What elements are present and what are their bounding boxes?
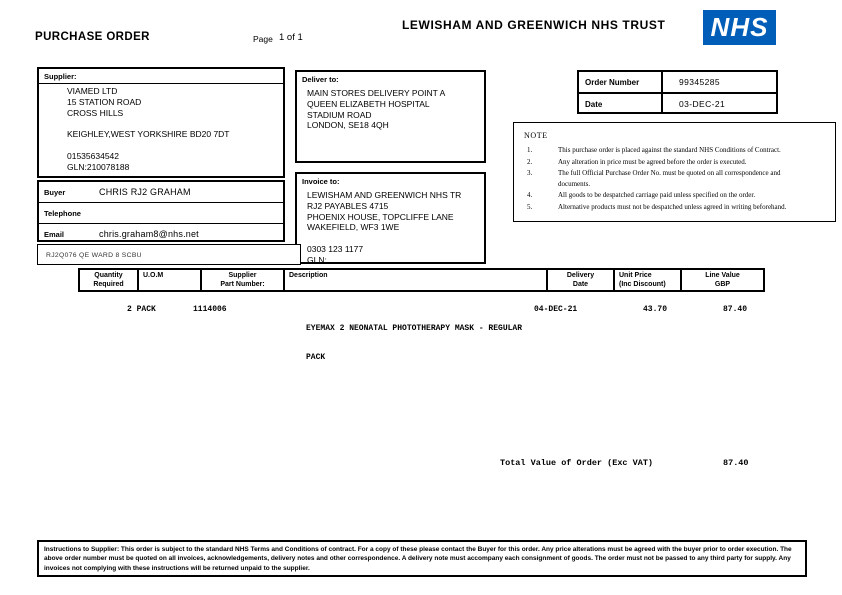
invoice-address-line: RJ2 PAYABLES 4715 (307, 200, 389, 211)
item-description-line1: EYEMAX 2 NEONATAL PHOTOTHERAPY MASK - REGULAR (306, 324, 523, 333)
buyer-label: Buyer (44, 187, 66, 197)
note-item-text: Any alteration in price must be agreed before the order is executed. (558, 157, 747, 166)
note-item-number: 4. (527, 191, 533, 200)
invoice-to-address (297, 188, 484, 266)
col-header-quantity (80, 270, 139, 290)
col-header-line: GBP (714, 281, 731, 288)
col-header-line: (Inc Discount) (619, 281, 666, 288)
email-row (39, 224, 283, 244)
email-value: chris.graham8@nhs.net (99, 229, 199, 239)
col-header-line: Part Number: (220, 281, 265, 288)
supplier-address-line: 15 STATION ROAD (67, 96, 142, 107)
invoice-address-line: PHOENIX HOUSE, TOPCLIFFE LANE (307, 211, 454, 222)
col-header-unit-price (615, 270, 682, 290)
order-info-table (577, 70, 778, 114)
nhs-logo (703, 10, 776, 45)
supplier-box (37, 67, 285, 178)
col-header-uom (139, 270, 202, 290)
invoice-address-line: WAKEFIELD, WF3 1WE (307, 222, 400, 233)
col-header-line: U.O.M (143, 272, 164, 279)
invoice-gln: GLN: (307, 254, 327, 265)
invoice-address-line (307, 233, 484, 244)
note-item-number: 2. (527, 157, 533, 166)
col-header-line: Supplier (228, 272, 257, 279)
col-header-part-number (202, 270, 285, 290)
page-label: Page (253, 34, 273, 44)
deliver-to-address (297, 86, 484, 131)
item-delivery-date: 04-DEC-21 (534, 305, 578, 314)
footer-instructions-text: Instructions to Supplier: This order is subject to the standard NHS Terms and Conditions of contract. For a copy of these please contact the Buyer for this order. Any price alterations must be agreed with the buyer prior to order execution. The above order number must be quoted on all invoices, acknowledgements, delivery notes and other correspondence. A delivery note must accompany each consignment of goods. The order must not be passed to any third party for supply. Any invoices not complying with these instructions will be returned unpaid to the supplier. (44, 546, 792, 572)
trust-name: LEWISHAM AND GREENWICH NHS TRUST (402, 18, 666, 32)
document-title: PURCHASE ORDER (35, 31, 150, 43)
total-value: 87.40 (723, 458, 749, 468)
note-item (514, 190, 835, 201)
email-label: Email (44, 229, 65, 239)
item-unit-price: 43.70 (643, 305, 668, 314)
note-item (514, 145, 835, 156)
supplier-address-line (67, 118, 283, 129)
note-item-number: 5. (527, 202, 533, 211)
col-header-delivery-date (548, 270, 615, 290)
item-line-value: 87.40 (723, 305, 748, 314)
note-item (514, 202, 835, 213)
order-number-label: Order Number (579, 72, 663, 92)
item-description-line2: PACK (306, 352, 326, 362)
col-header-description (285, 270, 548, 290)
deliver-address-line: QUEEN ELIZABETH HOSPITAL (307, 98, 430, 109)
supplier-address (39, 84, 283, 172)
telephone-row (39, 203, 283, 224)
supplier-phone: 01535634542 (67, 150, 120, 161)
col-header-line: Line Value (705, 272, 740, 279)
col-header-line: Required (93, 281, 124, 288)
order-number-row (579, 72, 776, 94)
supplier-address-line: VIAMED LTD (67, 86, 118, 96)
col-header-line: Date (572, 281, 589, 288)
supplier-address-line: KEIGHLEY,WEST YORKSHIRE BD20 7DT (67, 129, 230, 140)
footer-instructions-box (37, 540, 807, 577)
deliver-address-line: MAIN STORES DELIVERY POINT A (307, 88, 446, 98)
item-part-number: 1114006 (193, 305, 227, 314)
supplier-address-line: CROSS HILLS (67, 107, 124, 118)
nhs-logo-text: NHS (710, 12, 769, 42)
contact-table (37, 180, 285, 242)
telephone-label: Telephone (44, 208, 81, 218)
deliver-to-box (295, 70, 486, 163)
invoice-phone: 0303 123 1177 (307, 243, 364, 254)
col-header-line: Description (289, 272, 328, 279)
invoice-to-label: Invoice to: (302, 177, 340, 186)
col-header-line: Quantity (94, 272, 123, 279)
note-item-number: 3. (527, 169, 533, 178)
col-header-line: Delivery (566, 272, 595, 279)
note-item (514, 168, 835, 189)
note-item-text: This purchase order is placed against the standard NHS Conditions of Contract. (558, 146, 781, 154)
order-date-row (579, 94, 776, 114)
cost-centre-text: RJ2Q076 QE WARD 8 SCBU (46, 252, 142, 259)
order-date-value: 03-DEC-21 (679, 99, 726, 109)
supplier-label: Supplier: (39, 69, 283, 84)
note-item-text: All goods to be despatched carriage paid unless specified on the order. (558, 191, 756, 200)
item-description (306, 305, 536, 381)
note-item-text: The full Official Purchase Order No. must be quoted on all correspondence and documents. (558, 169, 781, 188)
col-header-line-value (682, 270, 763, 290)
note-item (514, 157, 835, 168)
deliver-to-label: Deliver to: (302, 75, 339, 84)
order-number-value: 99345285 (679, 77, 721, 87)
note-title: NOTE (524, 131, 548, 140)
invoice-to-box (295, 172, 486, 264)
deliver-address-line: STADIUM ROAD (307, 109, 372, 120)
buyer-value: CHRIS RJ2 GRAHAM (99, 187, 191, 197)
supplier-gln: GLN:210078188 (67, 161, 130, 172)
note-item-text: Alternative products must not be despatched unless agreed in writing beforehand. (558, 202, 787, 211)
cost-centre-box (37, 244, 301, 265)
buyer-row (39, 182, 283, 203)
invoice-address-line: LEWISHAM AND GREENWICH NHS TR (307, 190, 462, 200)
total-label: Total Value of Order (Exc VAT) (500, 458, 654, 468)
note-box (513, 122, 836, 222)
item-quantity: 2 PACK (127, 305, 156, 314)
deliver-address-line: LONDON, SE18 4QH (307, 120, 389, 131)
order-date-label: Date (579, 94, 663, 114)
supplier-address-line (67, 140, 283, 151)
note-item-number: 1. (527, 146, 533, 154)
page-number: 1 of 1 (279, 32, 303, 43)
col-header-line: Unit Price (619, 272, 652, 279)
items-table-header (78, 268, 765, 292)
